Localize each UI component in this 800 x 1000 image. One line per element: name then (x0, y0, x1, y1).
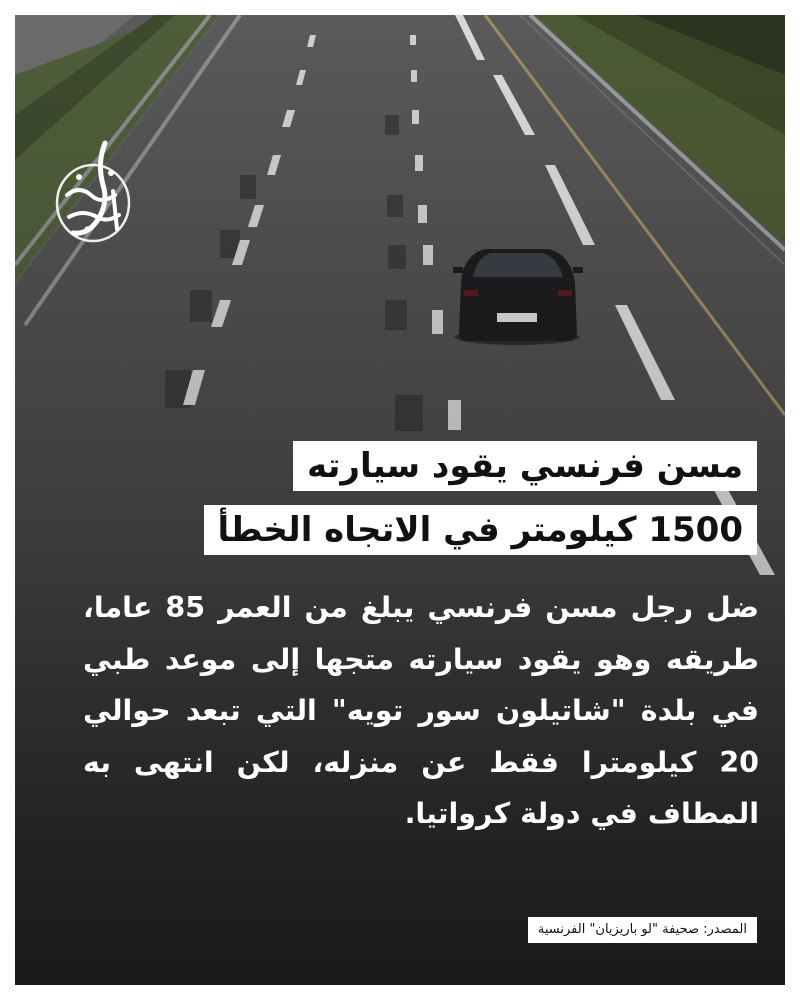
source-caption: المصدر: صحيفة "لو باريزيان" الفرنسية (528, 917, 757, 943)
article-body: ضل رجل مسن فرنسي يبلغ من العمر 85 عاما، طريقه وهو يقود سيارته متجها إلى موعد طبي في بلدة "شاتيلون سور تويه" التي تبعد حوالي 20 كيلومترا فقط عن منزله، لكن انتهى به المطاف في دولة كرواتيا. (83, 591, 760, 831)
headline-line-1: مسن فرنسي يقود سيارته (293, 441, 757, 491)
al-jazeera-logo (53, 133, 133, 245)
headline-line-2: 1500 كيلومتر في الاتجاه الخطأ (204, 505, 757, 555)
